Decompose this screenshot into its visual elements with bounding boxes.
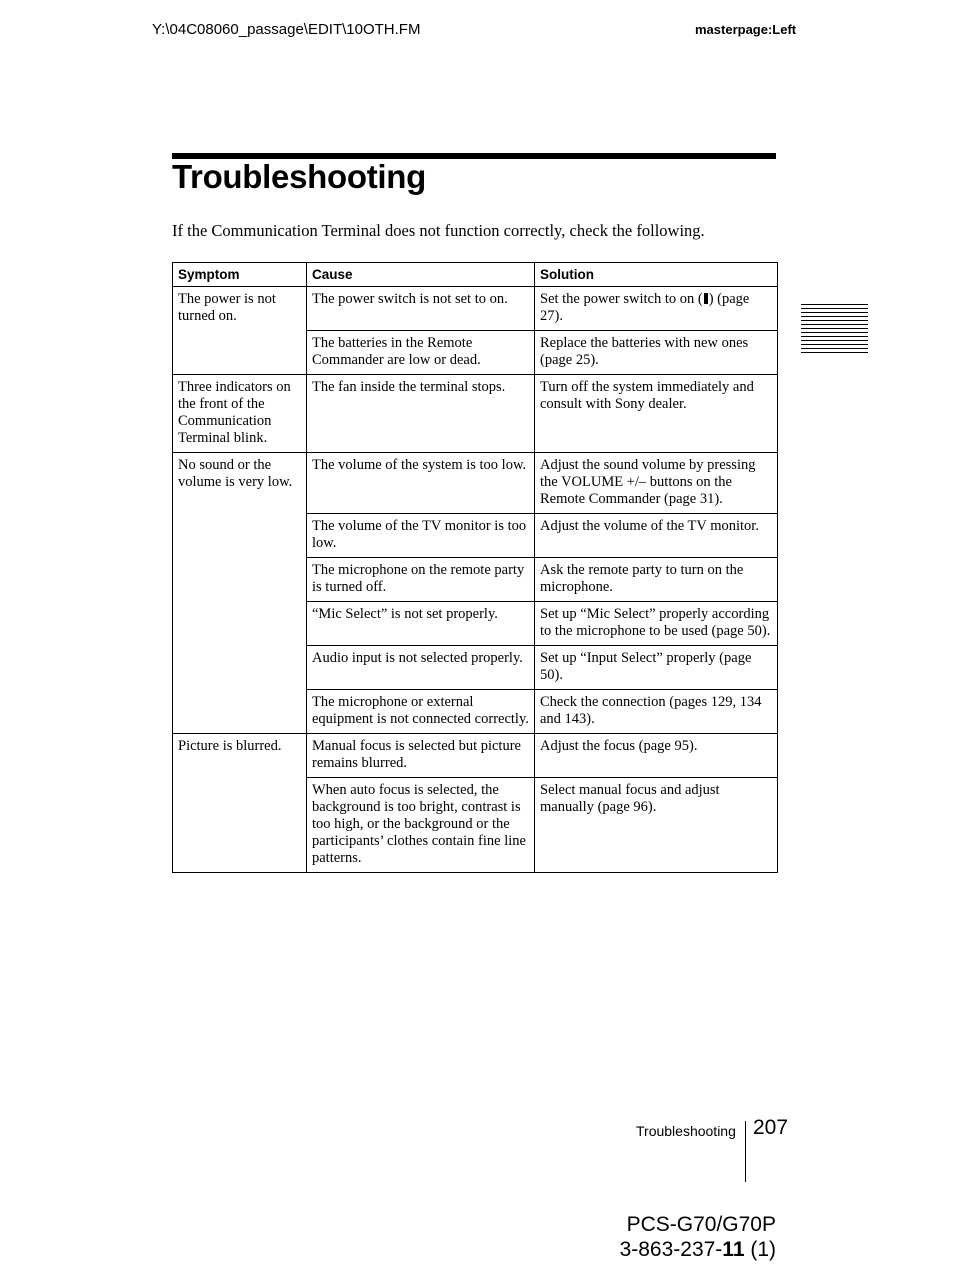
- solution-cell: Adjust the volume of the TV monitor.: [535, 514, 778, 558]
- solution-text: ) (page 27).: [540, 291, 750, 324]
- table-row: [173, 734, 778, 778]
- troubleshooting-table: [172, 262, 778, 873]
- cause-cell: The volume of the TV monitor is too low.: [307, 514, 535, 558]
- cause-cell: Manual focus is selected but picture remains blurred.: [307, 734, 535, 778]
- solution-cell: Check the connection (pages 129, 134 and 143).: [535, 690, 778, 734]
- cause-cell: The volume of the system is too low.: [307, 453, 535, 514]
- cause-cell: “Mic Select” is not set properly.: [307, 602, 535, 646]
- part-number: [620, 1237, 776, 1262]
- table-row: [173, 453, 778, 514]
- solution-cell: Adjust the focus (page 95).: [535, 734, 778, 778]
- part-number-prefix: 3-863-237-: [619, 1238, 723, 1261]
- page-title: Troubleshooting: [172, 158, 426, 195]
- model-info: [620, 1212, 776, 1262]
- section-thumb-tab: [801, 304, 868, 356]
- cause-cell: The microphone or external equipment is not connected correctly.: [307, 690, 535, 734]
- column-header-solution: Solution: [535, 263, 778, 287]
- symptom-cell: No sound or the volume is very low.: [173, 453, 307, 734]
- part-number-bold: 11: [722, 1238, 745, 1261]
- solution-cell: [535, 287, 778, 331]
- cause-cell: The batteries in the Remote Commander are low or dead.: [307, 331, 535, 375]
- solution-cell: Set up “Input Select” properly (page 50).: [535, 646, 778, 690]
- column-header-symptom: Symptom: [173, 263, 307, 287]
- header-file-path: Y:\04C08060_passage\EDIT\10OTH.FM: [152, 21, 421, 38]
- model-number: PCS-G70/G70P: [626, 1213, 776, 1236]
- solution-cell: Select manual focus and adjust manually (page 96).: [535, 778, 778, 873]
- symptom-cell: The power is not turned on.: [173, 287, 307, 375]
- solution-cell: Turn off the system immediately and consult with Sony dealer.: [535, 375, 778, 453]
- solution-cell: Set up “Mic Select” properly according to the microphone to be used (page 50).: [535, 602, 778, 646]
- power-on-icon: [704, 293, 708, 304]
- cause-cell: The fan inside the terminal stops.: [307, 375, 535, 453]
- intro-text: If the Communication Terminal does not function correctly, check the following.: [172, 221, 705, 240]
- cause-cell: The power switch is not set to on.: [307, 287, 535, 331]
- table-row: [173, 287, 778, 331]
- table-row: [173, 375, 778, 453]
- part-number-suffix: (1): [744, 1238, 776, 1261]
- header-masterpage: masterpage:Left: [695, 22, 797, 37]
- cause-cell: When auto focus is selected, the background is too bright, contrast is too high, or the background or the participants’ clothes contain fine line patterns.: [307, 778, 535, 873]
- footer-divider: [745, 1121, 746, 1182]
- page-number: 207: [753, 1116, 789, 1139]
- symptom-cell: Picture is blurred.: [173, 734, 307, 873]
- cause-cell: The microphone on the remote party is turned off.: [307, 558, 535, 602]
- table-header-row: [173, 263, 778, 287]
- symptom-cell: Three indicators on the front of the Communication Terminal blink.: [173, 375, 307, 453]
- solution-cell: Adjust the sound volume by pressing the VOLUME +/– buttons on the Remote Commander (page 31).: [535, 453, 778, 514]
- solution-cell: Ask the remote party to turn on the microphone.: [535, 558, 778, 602]
- cause-cell: Audio input is not selected properly.: [307, 646, 535, 690]
- solution-text: Set the power switch to on (: [540, 291, 703, 307]
- solution-cell: Replace the batteries with new ones (page 25).: [535, 331, 778, 375]
- column-header-cause: Cause: [307, 263, 535, 287]
- footer-section-label: Troubleshooting: [636, 1123, 736, 1139]
